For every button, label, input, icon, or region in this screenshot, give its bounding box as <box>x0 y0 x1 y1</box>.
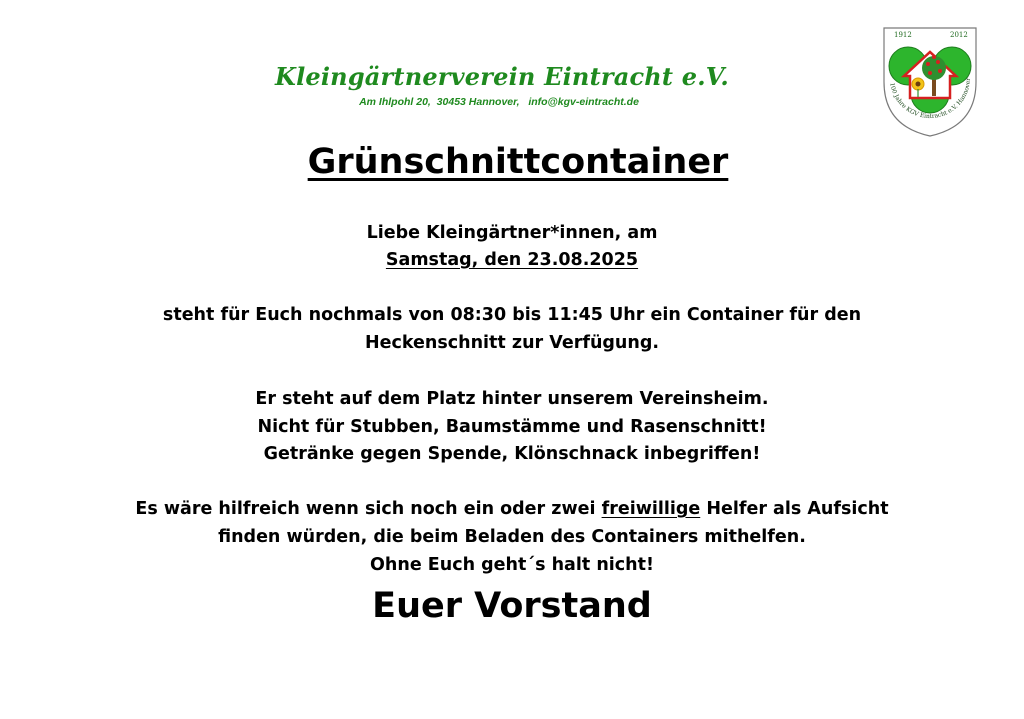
notice-title: Grünschnittcontainer <box>307 142 729 182</box>
paragraph3-line3: Ohne Euch geht´s halt nicht! <box>370 555 654 575</box>
paragraph3-line1-post: Helfer als Aufsicht <box>700 499 889 519</box>
paragraph2-line1: Er steht auf dem Platz hinter unserem Vereinsheim. <box>255 389 769 409</box>
signature: Euer Vorstand <box>372 586 652 626</box>
paragraph2-line2: Nicht für Stubben, Baumstämme und Rasenschnitt! <box>257 417 767 437</box>
paragraph1-line2: Heckenschnitt zur Verfügung. <box>364 333 660 353</box>
logo-year-left: 1912 <box>894 31 912 39</box>
paragraph3-emphasis: freiwillige <box>601 499 701 519</box>
event-date-line <box>0 250 1024 270</box>
paragraph2-line3: Getränke gegen Spende, Klönschnack inbegriffen! <box>263 444 761 464</box>
greeting-line: Liebe Kleingärtner*innen, am <box>366 223 658 243</box>
club-address: Am Ihlpohl 20, 30453 Hannover, info@kgv-eintracht.de <box>359 96 639 108</box>
logo-ring-text: 100 Jahre KGV Eintracht e.V. Hannover <box>888 77 973 121</box>
paragraph1-line1: steht für Euch nochmals von 08:30 bis 11:45 Uhr ein Container für den <box>162 305 862 325</box>
paragraph3-line2: finden würden, die beim Beladen des Containers mithelfen. <box>218 527 806 547</box>
club-logo <box>882 26 978 138</box>
club-logo-emblem-icon <box>882 26 978 138</box>
logo-year-right: 2012 <box>950 31 968 39</box>
paragraph3-line1-pre: Es wäre hilfreich wenn sich noch ein oder zwei <box>135 499 602 519</box>
club-name: Kleingärtnerverein Eintracht e.V. <box>275 62 729 91</box>
paragraph3-line1 <box>0 499 1024 519</box>
event-date: Samstag, den 23.08.2025 <box>385 250 639 270</box>
